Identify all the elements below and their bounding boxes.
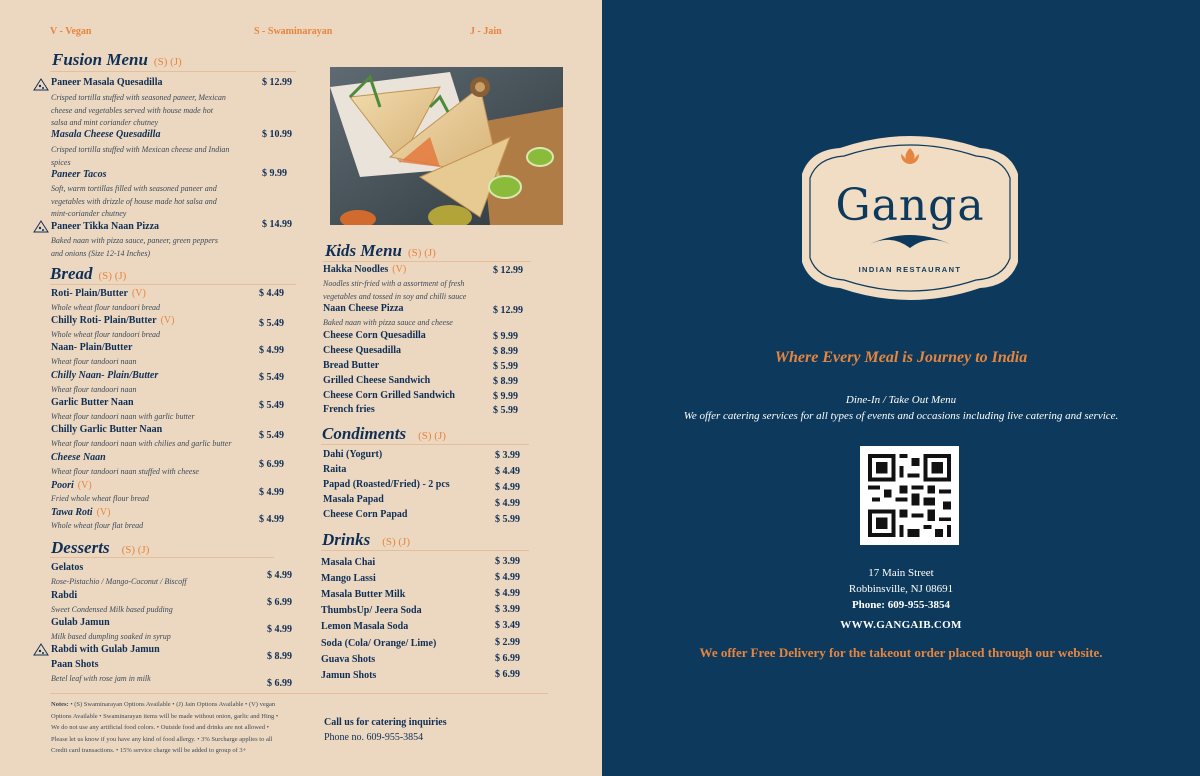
menu-item-name: Paan Shots bbox=[51, 659, 99, 670]
legend-jain: J - Jain bbox=[470, 26, 502, 37]
menu-item-price: $ 12.99 bbox=[262, 77, 292, 88]
menu-item-price: $ 3.99 bbox=[495, 556, 520, 567]
menu-item-name: Rabdi bbox=[51, 590, 78, 601]
menu-item-price: $ 8.99 bbox=[493, 376, 518, 387]
menu-item-desc: Wheat flour tandoori naan bbox=[51, 385, 137, 394]
menu-item-name: Jamun Shots bbox=[321, 670, 377, 681]
menu-item-price: $ 4.99 bbox=[495, 498, 520, 509]
menu-item-name: Raita bbox=[323, 464, 347, 475]
menu-item-name: Gelatos bbox=[51, 562, 84, 573]
menu-item-name: Chilly Garlic Butter Naan bbox=[51, 424, 163, 435]
divider bbox=[321, 444, 529, 445]
menu-item-price: $ 4.99 bbox=[495, 572, 520, 583]
menu-item-name: Cheese Corn Papad bbox=[323, 509, 408, 520]
menu-item-price: $ 6.99 bbox=[259, 459, 284, 470]
menu-item-price: $ 5.99 bbox=[495, 514, 520, 525]
menu-item-name: Masala Papad bbox=[323, 494, 384, 505]
menu-item-name: Rabdi with Gulab Jamun bbox=[51, 644, 160, 655]
menu-item-name: Paneer Masala Quesadilla bbox=[51, 77, 163, 88]
drinks-title: Drinks (S) (J) bbox=[322, 530, 410, 549]
menu-item-name: Tawa Roti (V) bbox=[51, 507, 111, 518]
menu-item-name: Poori (V) bbox=[51, 480, 92, 491]
menu-item-desc: Whole wheat flour tandoori bread bbox=[51, 303, 161, 312]
menu-item-desc: Wheat flour tandoori naan stuffed with cheese bbox=[51, 467, 199, 476]
qr-code[interactable] bbox=[860, 446, 959, 545]
menu-item-name: Chilly Roti- Plain/Butter (V) bbox=[51, 315, 175, 326]
menu-item-price: $ 9.99 bbox=[493, 391, 518, 402]
menu-item-price: $ 6.99 bbox=[495, 653, 520, 664]
menu-item-price: $ 10.99 bbox=[262, 129, 292, 140]
menu-item-price: $ 3.99 bbox=[495, 604, 520, 615]
brand-subtitle: INDIAN RESTAURANT bbox=[858, 265, 962, 274]
menu-item-name: Naan Cheese Pizza bbox=[323, 303, 404, 314]
website-link[interactable]: WWW.GANGAIB.COM bbox=[840, 619, 962, 631]
menu-item-name: Guava Shots bbox=[321, 654, 376, 665]
menu-item-price: $ 14.99 bbox=[262, 219, 292, 230]
menu-item-name: Papad (Roasted/Fried) - 2 pcs bbox=[323, 479, 450, 490]
menu-item-desc: Crisped tortilla stuffed with Mexican cheese and Indian spices bbox=[51, 145, 230, 167]
notes: Notes: • (S) Swaminarayan Options Available • (J) Jain Options Available • (V) vegan Options Available • Swaminarayan items will be made without onion, garlic and Hing • We do not use any artificial food colors. • Outside food and drinks are not allowed • Please let us know if you have any kind of food allergy. • 3% Surcharge applies to all Credit card transactions. • 15% service charge will be added to group of 3+ bbox=[51, 701, 279, 754]
menu-item-price: $ 4.49 bbox=[259, 288, 284, 299]
brand-name: Ganga bbox=[835, 180, 985, 231]
menu-item-price: $ 4.99 bbox=[259, 487, 284, 498]
menu-item-name: Paneer Tacos bbox=[51, 169, 107, 180]
divider bbox=[50, 71, 296, 72]
menu-item-price: $ 4.99 bbox=[259, 514, 284, 525]
menu-item-price: $ 5.49 bbox=[259, 372, 284, 383]
menu-item-desc: Rose-Pistachio / Mango-Coconut / Biscoff bbox=[51, 577, 187, 586]
menu-item-name: French fries bbox=[323, 404, 375, 415]
menu-item-desc: Soft, warm tortillas filled with seasoned paneer and vegetables with drizzle of house made hot salsa and mint-coriander chutney bbox=[51, 184, 217, 218]
menu-item-desc: Betel leaf with rose jam in milk bbox=[51, 674, 151, 683]
menu-item-name: Paneer Tikka Naan Pizza bbox=[51, 221, 160, 232]
fusion-menu-title: Fusion Menu (S) (J) bbox=[52, 50, 182, 69]
menu-item-name: Chilly Naan- Plain/Butter bbox=[51, 370, 159, 381]
menu-item-name: Bread Butter bbox=[323, 360, 380, 371]
menu-item-name: Cheese Corn Grilled Sandwich bbox=[323, 390, 455, 401]
phone-number: Phone: 609-955-3854 bbox=[851, 599, 951, 611]
menu-item-desc: Crisped tortilla stuffed with seasoned paneer, Mexican cheese and vegetables served with house made hot salsa and mint coriander chutney bbox=[51, 93, 226, 127]
menu-item-price: $ 5.49 bbox=[259, 318, 284, 329]
menu-item-name: Cheese Corn Quesadilla bbox=[323, 330, 426, 341]
menu-item-desc: Whole wheat flour flat bread bbox=[51, 521, 144, 530]
menu-item-price: $ 9.99 bbox=[493, 331, 518, 342]
menu-item-name: Grilled Cheese Sandwich bbox=[323, 375, 431, 386]
desserts-title: Desserts (S) (J) bbox=[51, 538, 150, 557]
divider bbox=[321, 550, 529, 551]
dine-in-label: Dine-In / Take Out Menu bbox=[845, 394, 957, 406]
menu-item-price: $ 6.99 bbox=[267, 597, 292, 608]
menu-item-desc: Whole wheat flour tandoori bread bbox=[51, 330, 161, 339]
menu-item-desc: Wheat flour tandoori naan with chilies and garlic butter bbox=[51, 439, 232, 448]
menu-item-price: $ 3.49 bbox=[495, 620, 520, 631]
menu-item-price: $ 8.99 bbox=[493, 346, 518, 357]
legend-vegan: V - Vegan bbox=[50, 26, 92, 37]
menu-item-price: $ 4.99 bbox=[495, 588, 520, 599]
menu-item-name: Masala Cheese Quesadilla bbox=[51, 129, 161, 140]
delivery-note: We offer Free Delivery for the takeout order placed through our website. bbox=[699, 645, 1103, 660]
menu-item-name: Dahi (Yogurt) bbox=[323, 449, 383, 460]
catering-inquiry-title: Call us for catering inquiries bbox=[324, 717, 447, 728]
menu-item-price: $ 2.99 bbox=[495, 637, 520, 648]
menu-item-price: $ 4.99 bbox=[495, 482, 520, 493]
legend-swaminarayan: S - Swaminarayan bbox=[254, 26, 333, 37]
menu-item-desc: Milk based dumpling soaked in syrup bbox=[51, 632, 171, 641]
menu-item-price: $ 9.99 bbox=[262, 168, 287, 179]
menu-item-price: $ 6.99 bbox=[267, 678, 292, 689]
menu-item-name: Mango Lassi bbox=[321, 573, 376, 584]
menu-item-name: Lemon Masala Soda bbox=[321, 621, 409, 632]
divider bbox=[50, 557, 274, 558]
kids-menu-title: Kids Menu (S) (J) bbox=[325, 241, 436, 260]
menu-item-price: $ 8.99 bbox=[267, 651, 292, 662]
menu-item-name: Gulab Jamun bbox=[51, 617, 110, 628]
tagline: Where Every Meal is Journey to India bbox=[774, 349, 1028, 366]
menu-item-price: $ 12.99 bbox=[493, 305, 523, 316]
menu-item-name: Roti- Plain/Butter (V) bbox=[51, 288, 146, 299]
address-city: Robbinsville, NJ 08691 bbox=[848, 583, 954, 595]
menu-item-name: ThumbsUp/ Jeera Soda bbox=[321, 605, 422, 616]
menu-item-desc: Baked naan with pizza sauce and cheese bbox=[323, 318, 453, 327]
menu-item-desc: Wheat flour tandoori naan bbox=[51, 357, 137, 366]
menu-item-name: Garlic Butter Naan bbox=[51, 397, 134, 408]
menu-item-price: $ 5.99 bbox=[493, 361, 518, 372]
menu-item-name: Soda (Cola/ Orange/ Lime) bbox=[321, 638, 437, 649]
menu-item-desc: Wheat flour tandoori naan with garlic butter bbox=[51, 412, 195, 421]
condiments-title: Condiments (S) (J) bbox=[322, 424, 446, 443]
menu-item-price: $ 4.99 bbox=[259, 345, 284, 356]
divider bbox=[50, 693, 548, 694]
menu-item-price: $ 4.49 bbox=[495, 466, 520, 477]
menu-item-desc: Sweet Condensed Milk based pudding bbox=[51, 605, 173, 614]
pizza-icon bbox=[33, 78, 49, 92]
catering-phone: Phone no. 609-955-3854 bbox=[324, 732, 424, 743]
pizza-icon bbox=[33, 220, 49, 234]
menu-item-name: Cheese Quesadilla bbox=[323, 345, 402, 356]
menu-item-price: $ 5.49 bbox=[259, 400, 284, 411]
menu-item-name: Naan- Plain/Butter bbox=[51, 342, 133, 353]
pizza-icon bbox=[33, 643, 49, 657]
divider bbox=[323, 261, 531, 262]
quesadilla-photo bbox=[330, 67, 563, 225]
menu-item-name: Masala Butter Milk bbox=[321, 589, 406, 600]
menu-item-price: $ 5.99 bbox=[493, 405, 518, 416]
menu-item-name: Hakka Noodles (V) bbox=[323, 264, 407, 275]
menu-item-price: $ 6.99 bbox=[495, 669, 520, 680]
divider bbox=[50, 284, 296, 285]
menu-item-name: Cheese Naan bbox=[51, 452, 106, 463]
catering-line: We offer catering services for all types of events and occasions including live catering and service. bbox=[683, 410, 1119, 422]
menu-item-desc: Baked naan with pizza sauce, paneer, green peppers and onions (Size 12-14 Inches) bbox=[51, 236, 219, 258]
menu-item-price: $ 5.49 bbox=[259, 430, 284, 441]
menu-item-desc: Noodles stir-fried with a assortment of fresh vegetables and tossed in soy and chilli sauce bbox=[323, 279, 467, 301]
menu-item-price: $ 12.99 bbox=[493, 265, 523, 276]
menu-item-price: $ 4.99 bbox=[267, 624, 292, 635]
bread-title: Bread (S) (J) bbox=[50, 264, 127, 283]
menu-item-price: $ 4.99 bbox=[267, 570, 292, 581]
address-street: 17 Main Street bbox=[868, 567, 934, 579]
menu-item-price: $ 3.99 bbox=[495, 450, 520, 461]
menu-item-desc: Fried whole wheat flour bread bbox=[51, 494, 149, 503]
menu-item-name: Masala Chai bbox=[321, 557, 376, 568]
